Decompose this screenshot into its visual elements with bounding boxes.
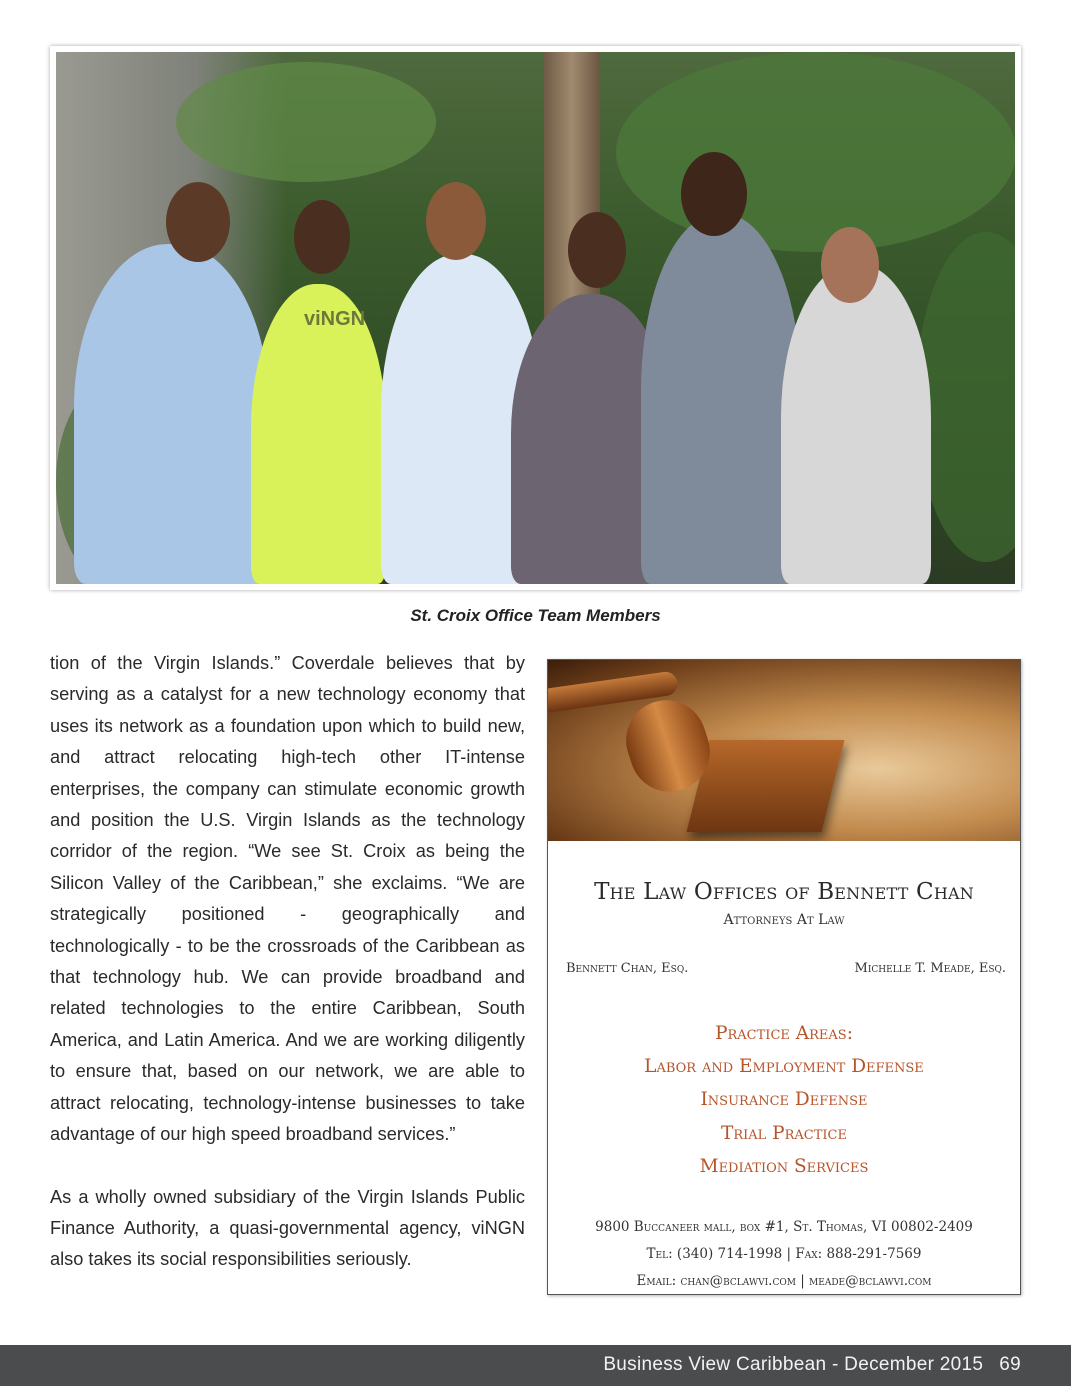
person-5-head <box>681 152 747 236</box>
article-body <box>50 648 525 1276</box>
attorney-name-left: Bennett Chan, Esq. <box>566 961 689 976</box>
team-photo <box>56 52 1015 584</box>
shirt-logo-text: viNGN <box>304 308 366 330</box>
ad-email: Email: chan@bclawvi.com | meade@bclawvi.com <box>636 1273 932 1289</box>
gavel-block <box>687 740 845 832</box>
person-5 <box>641 214 801 584</box>
article-paragraph: tion of the Virgin Islands.” Coverdale believes that by serving as a catalyst for a new technology economy that uses its network as a foundation upon which to build new, and attract relocating high-tech other IT-intense enterprises, the company can stimulate economic growth and position the U.S. Virgin Islands as the technology corridor of the region. “We see St. Croix as being the Silicon Valley of the Caribbean,” she exclaims. “We are strategically positioned - geographically and technologically - to be the crossroads of the Caribbean as that technology hub. We can provide broadband and related technologies to the entire Caribbean, South America, and Latin America. And we are working diligently to ensure that, based on our network, we are able to attract relocating, technology-intense businesses to take advantage of our high speed broadband services.” <box>50 653 525 1145</box>
footer-text <box>603 1354 1021 1376</box>
ad-title: The Law Offices of Bennett Chan <box>594 879 974 905</box>
attorney-name-right: Michelle T. Meade, Esq. <box>854 961 1006 976</box>
ad-subtitle: Attorneys At Law <box>723 912 845 928</box>
article-paragraph: As a wholly owned subsidiary of the Virgin Islands Public Finance Authority, a quasi-governmental agency, viNGN also takes its social responsibilities seriously. <box>50 1186 525 1270</box>
person-3-head <box>426 182 486 260</box>
page-footer <box>0 1345 1071 1386</box>
ad-contact <box>548 1214 1020 1295</box>
law-office-ad <box>547 659 1021 1295</box>
ad-address: 9800 Buccaneer mall, box #1, St. Thomas, VI 00802-2409 <box>595 1219 973 1235</box>
photo-foliage <box>616 52 1015 252</box>
practice-area-item: Mediation Services <box>699 1155 869 1177</box>
practice-area-item: Labor and Employment Defense <box>644 1056 924 1078</box>
photo-foliage <box>176 62 436 182</box>
person-1-head <box>166 182 230 262</box>
team-photo-frame <box>50 46 1021 590</box>
footer-publication: Business View Caribbean - December 2015 <box>603 1354 984 1375</box>
person-6-head <box>821 227 879 303</box>
page-number: 69 <box>999 1354 1021 1375</box>
practice-areas <box>548 1017 1020 1183</box>
ad-phone: Tel: (340) 714-1998 | Fax: 888-291-7569 <box>646 1246 922 1262</box>
practice-area-item: Trial Practice <box>721 1122 847 1144</box>
person-1 <box>74 244 269 584</box>
practice-area-item: Insurance Defense <box>700 1089 868 1111</box>
gavel-image <box>548 660 1020 841</box>
photo-caption: St. Croix Office Team Members <box>410 606 661 625</box>
person-4-head <box>568 212 626 288</box>
person-2-head <box>294 200 350 274</box>
person-6 <box>781 264 931 584</box>
practice-heading: Practice Areas: <box>715 1023 853 1044</box>
